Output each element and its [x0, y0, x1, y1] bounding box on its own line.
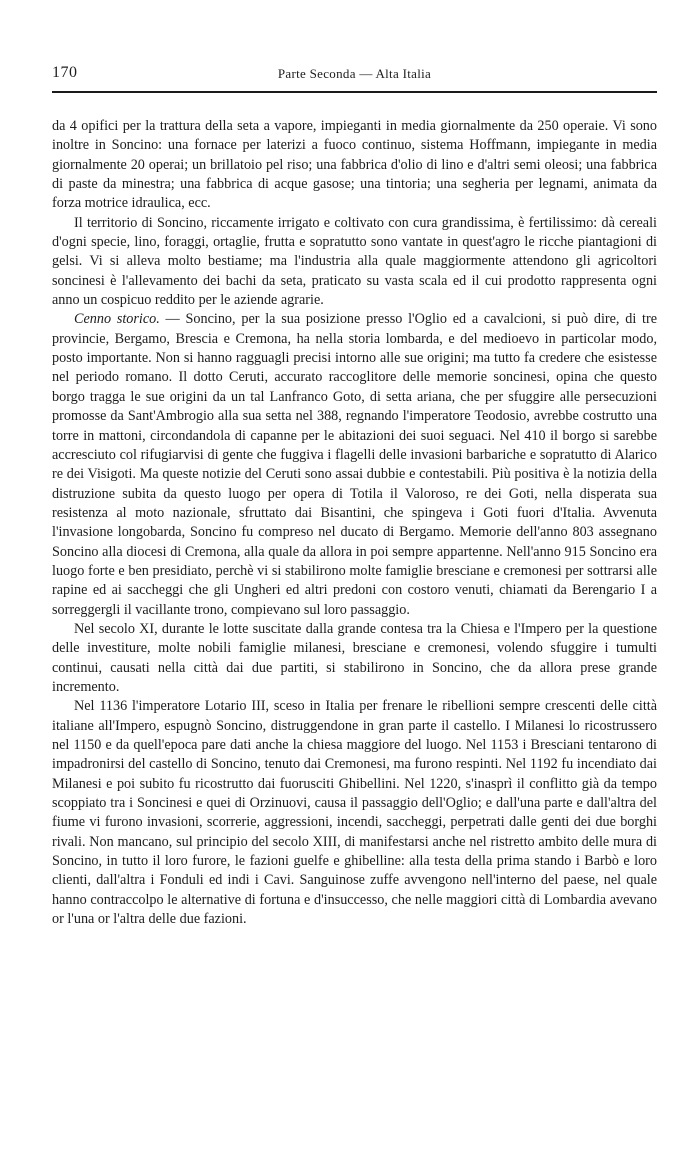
- page-header: [52, 64, 657, 86]
- body-text: [52, 117, 657, 929]
- paragraph-history-text: — Soncino, per la sua posizione presso l'Oglio ed a cavalcioni, si può dire, di tre provincie, Bergamo, Brescia e Cremona, ha nella storia lombarda, e del medioevo in particolar modo, posto importante. Non si hanno ragguagli precisi intorno alle sue origini; ma tutto fa credere che esistesse nel periodo romano. Il dotto Ceruti, accurato raccoglitore delle memorie soncinesi, opina che questo borgo tragga le sue origini da un tal Lanfranco Goto, di setta ariana, che per sfuggire alle persecuzioni promosse da Sant'Ambrogio alla sua setta nel 388, regnando l'imperatore Teodosio, avrebbe costrutto una torre in mattoni, circondandola di capanne per le abitazioni dei suoi seguaci. Nel 410 il borgo si sarebbe accresciuto col rifugiarvisi di gente che fuggiva i flagelli delle invasioni barbariche e sopratutto di Alarico re dei Visigoti. Ma queste notizie del Ceruti sono assai dubbie e contestabili. Più positiva è la notizia della distruzione subita da questo luogo per opera di Totila il Valoroso, re dei Goti, nella disperata sua resistenza al moto nazionale, sfruttato dai Bisantini, che spingeva i Goti fuori d'Italia. Avvenuta l'invasione longobarda, Soncino fu compreso nel ducato di Bergamo. Memorie dell'anno 803 assegnano Soncino alla diocesi di Cremona, alla quale da allora in poi sempre appartenne. Nell'anno 915 Soncino era luogo forte e ben presidiato, perchè vi si stabilirono molte famiglie bresciane e cremonesi per sottrarsi alle rapine ed ai saccheggi che gli Ungheri ed altri predoni con costoro venuti, chiamati da Berengario I a sorreggergli il vacillante trono, compievano sul loro passaggio.: [52, 311, 658, 618]
- page-number: 170: [52, 64, 78, 81]
- section-heading-cenno-storico: Cenno storico.: [74, 311, 160, 328]
- running-title: Parte Seconda — Alta Italia: [277, 66, 432, 81]
- paragraph-1136: Nel 1136 l'imperatore Lotario III, sceso in Italia per frenare le ribellioni sempre crescenti delle città italiane all'Impero, espugnò Soncino, distruggendone in gran parte il castello. I Milanesi lo ricostrussero nel 1150 e da quell'epoca pare dati anche la chiesa maggiore del luogo. Nel 1153 i Bresciani tentarono di impadronirsi del castello di Soncino, tenuto dai Cremonesi, ma furono respinti. Nel 1192 fu incendiato dai Milanesi e poi subito fu ricostrutto dai fuorusciti Ghibellini. Nel 1220, s'inasprì il conflitto già da tempo scoppiato tra i Soncinesi e quei di Orzinuovi, causa il passaggio dell'Oglio; e dall'una parte e dall'altra del fiume vi furono invasioni, scorrerie, aggressioni, incendi, saccheggi, perpetrati dalle genti dei due borghi rivali. Non mancano, sul principio del secolo XIII, di manifestarsi anche nel ristretto ambito delle mura di Soncino, in tutto il loro furore, le fazioni guelfe e ghibelline: alla testa della prima stando i Barbò e loro clienti, dall'altra i Fonduli ed indi i Cavi. Sanguinose zuffe avvengono nell'interno del paese, nel quale hanno contraccolpo le alternative di fortuna e d'insuccesso, che nelle maggiori città di Lombardia avevano or l'una or l'altra delle due fazioni.: [52, 698, 657, 928]
- header-rule: [52, 91, 657, 93]
- paragraph-territory: Il territorio di Soncino, riccamente irrigato e coltivato con cura grandissima, è fertilissimo: dà cereali d'ogni specie, lino, foraggi, ortaglie, frutta e sopratutto sono vantate in quest'agro le ricche piantagioni di gelsi. Vi si alleva molto bestiame; ma l'industria alla quale maggiormente attendono gli agricoltori soncinesi è l'allevamento dei bachi da seta, praticato su vasta scala ed il cui prodotto rappresenta ogni anno un cospicuo reddito per le aziende agrarie.: [52, 214, 657, 309]
- paragraph-industries: da 4 opifici per la trattura della seta a vapore, impieganti in media giornalmente da 250 operaie. Vi sono inoltre in Soncino: una fornace per laterizi a fuoco continuo, sistema Hoffmann, impiegante in media giornalmente 20 operai; un brillatoio pel riso; una fabbrica d'olio di lino e d'altri semi oleosi; una fabbrica di paste da minestra; una fabbrica di acque gasose; una tintoria; una segheria per legnami, animata da forza motrice idraulica, ecc.: [52, 118, 657, 212]
- paragraph-eleventh-century: Nel secolo XI, durante le lotte suscitate dalla grande contesa tra la Chiesa e l'Impero per la questione delle investiture, molte nobili famiglie milanesi, bresciane e cremonesi, volendo sfuggire i tumulti continui, causati nella città dai due partiti, si stabilirono in Soncino, che da allora prese grande incremento.: [52, 620, 657, 695]
- paragraph-history: [52, 310, 657, 620]
